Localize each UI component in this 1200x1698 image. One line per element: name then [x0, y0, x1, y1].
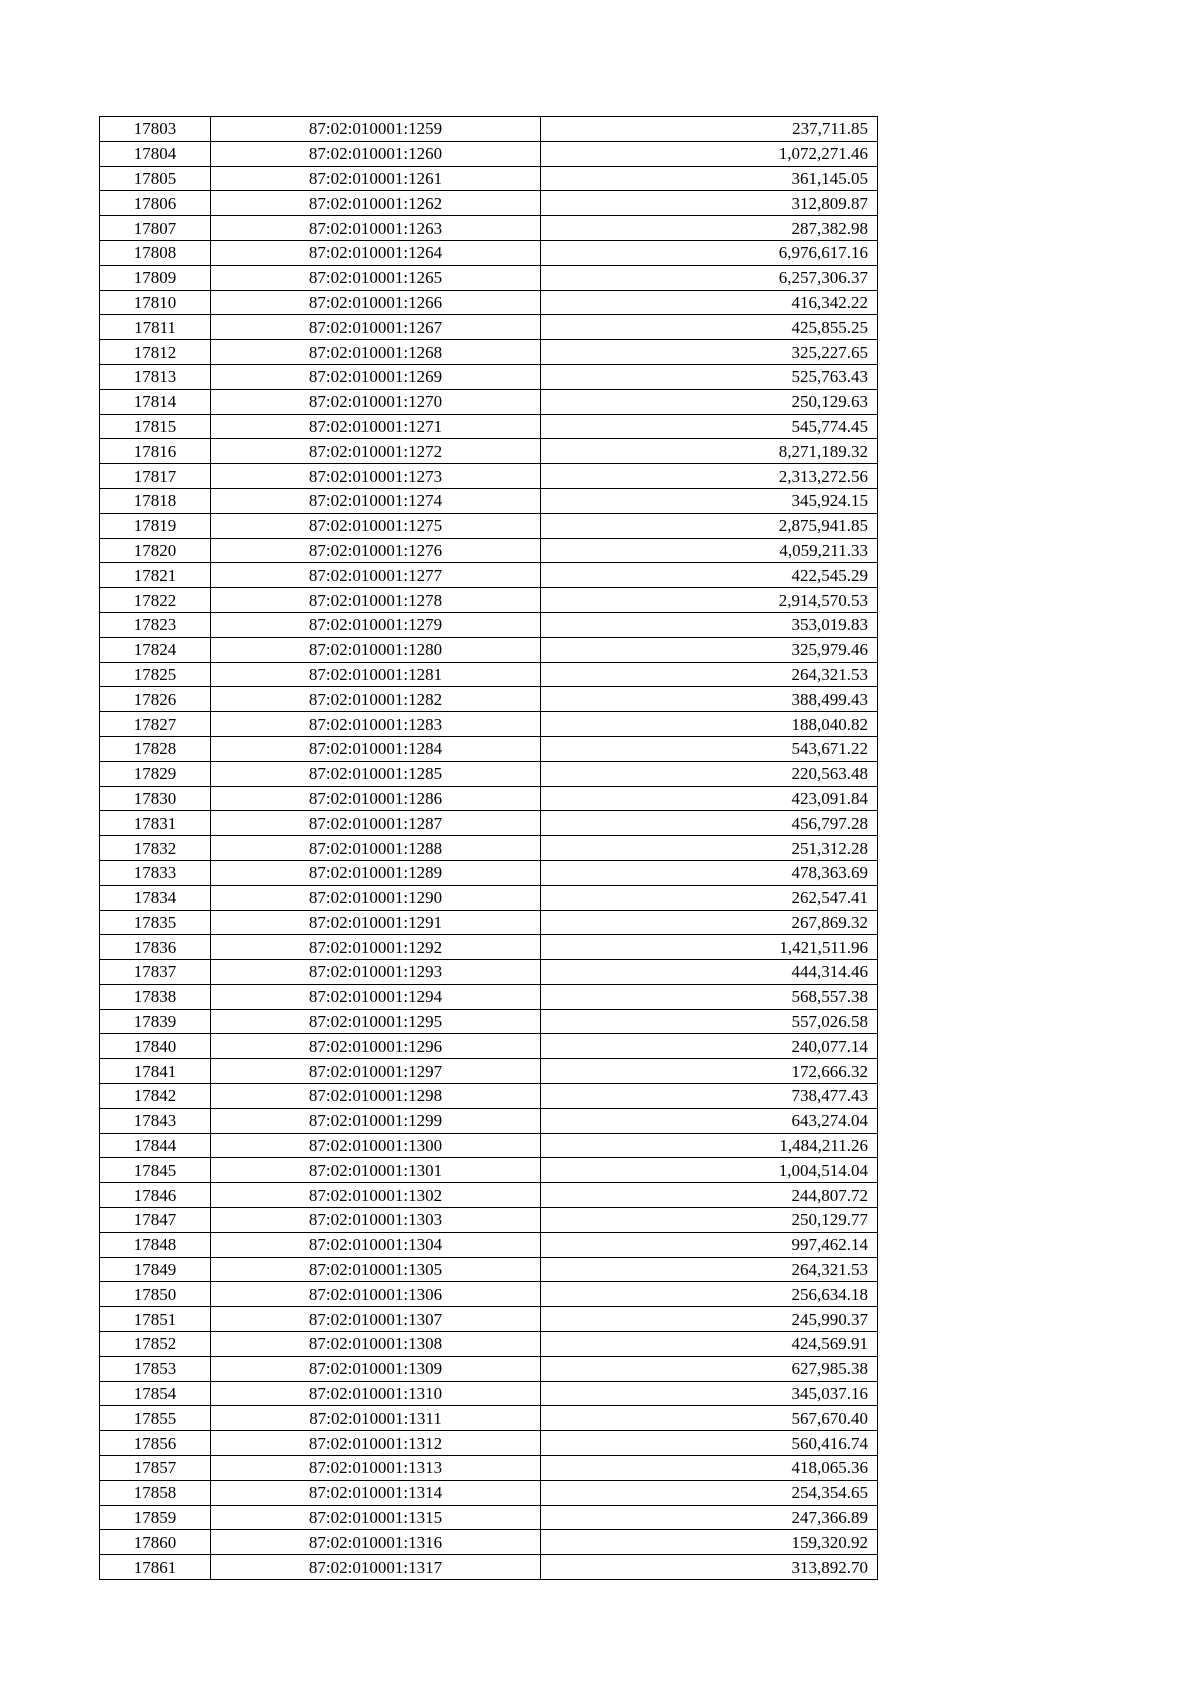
value-cell: 245,990.37 — [541, 1307, 878, 1332]
value-cell: 250,129.63 — [541, 389, 878, 414]
cadastral-number-cell: 87:02:010001:1259 — [211, 117, 541, 142]
cadastral-number-cell: 87:02:010001:1283 — [211, 712, 541, 737]
table-row — [100, 1431, 878, 1456]
row-number-cell: 17819 — [100, 513, 211, 538]
value-cell: 560,416.74 — [541, 1431, 878, 1456]
table-row — [100, 1257, 878, 1282]
value-cell: 325,979.46 — [541, 637, 878, 662]
value-cell: 456,797.28 — [541, 811, 878, 836]
table-row — [100, 191, 878, 216]
row-number-cell: 17859 — [100, 1505, 211, 1530]
cadastral-number-cell: 87:02:010001:1275 — [211, 513, 541, 538]
table-row — [100, 1505, 878, 1530]
row-number-cell: 17855 — [100, 1406, 211, 1431]
row-number-cell: 17848 — [100, 1232, 211, 1257]
cadastral-number-cell: 87:02:010001:1281 — [211, 662, 541, 687]
table-row — [100, 637, 878, 662]
value-cell: 6,976,617.16 — [541, 240, 878, 265]
table-row — [100, 439, 878, 464]
cadastral-number-cell: 87:02:010001:1285 — [211, 761, 541, 786]
value-cell: 237,711.85 — [541, 117, 878, 142]
value-cell: 2,313,272.56 — [541, 464, 878, 489]
table-row — [100, 1133, 878, 1158]
row-number-cell: 17816 — [100, 439, 211, 464]
row-number-cell: 17813 — [100, 364, 211, 389]
cadastral-number-cell: 87:02:010001:1296 — [211, 1034, 541, 1059]
table-row — [100, 265, 878, 290]
row-number-cell: 17857 — [100, 1456, 211, 1481]
row-number-cell: 17843 — [100, 1108, 211, 1133]
row-number-cell: 17817 — [100, 464, 211, 489]
value-cell: 264,321.53 — [541, 1257, 878, 1282]
cadastral-number-cell: 87:02:010001:1273 — [211, 464, 541, 489]
table-row — [100, 1406, 878, 1431]
row-number-cell: 17814 — [100, 389, 211, 414]
value-cell: 388,499.43 — [541, 687, 878, 712]
table-row — [100, 712, 878, 737]
cadastral-number-cell: 87:02:010001:1288 — [211, 836, 541, 861]
table-row — [100, 1356, 878, 1381]
row-number-cell: 17838 — [100, 984, 211, 1009]
cadastral-number-cell: 87:02:010001:1295 — [211, 1009, 541, 1034]
table-row — [100, 538, 878, 563]
value-cell: 425,855.25 — [541, 315, 878, 340]
value-cell: 247,366.89 — [541, 1505, 878, 1530]
table-row — [100, 612, 878, 637]
row-number-cell: 17825 — [100, 662, 211, 687]
row-number-cell: 17810 — [100, 290, 211, 315]
value-cell: 1,484,211.26 — [541, 1133, 878, 1158]
row-number-cell: 17837 — [100, 960, 211, 985]
table-row — [100, 960, 878, 985]
table-row — [100, 1232, 878, 1257]
value-cell: 478,363.69 — [541, 860, 878, 885]
cadastral-number-cell: 87:02:010001:1306 — [211, 1282, 541, 1307]
cadastral-number-cell: 87:02:010001:1311 — [211, 1406, 541, 1431]
row-number-cell: 17805 — [100, 166, 211, 191]
table-row — [100, 290, 878, 315]
row-number-cell: 17831 — [100, 811, 211, 836]
row-number-cell: 17845 — [100, 1158, 211, 1183]
cadastral-number-cell: 87:02:010001:1315 — [211, 1505, 541, 1530]
value-cell: 264,321.53 — [541, 662, 878, 687]
row-number-cell: 17836 — [100, 935, 211, 960]
row-number-cell: 17849 — [100, 1257, 211, 1282]
value-cell: 262,547.41 — [541, 885, 878, 910]
table-row — [100, 1456, 878, 1481]
table-row — [100, 513, 878, 538]
cadastral-number-cell: 87:02:010001:1279 — [211, 612, 541, 637]
cadastral-number-cell: 87:02:010001:1262 — [211, 191, 541, 216]
value-cell: 997,462.14 — [541, 1232, 878, 1257]
value-cell: 325,227.65 — [541, 340, 878, 365]
row-number-cell: 17841 — [100, 1059, 211, 1084]
row-number-cell: 17847 — [100, 1208, 211, 1233]
value-cell: 244,807.72 — [541, 1183, 878, 1208]
cadastral-number-cell: 87:02:010001:1298 — [211, 1084, 541, 1109]
value-cell: 172,666.32 — [541, 1059, 878, 1084]
row-number-cell: 17846 — [100, 1183, 211, 1208]
row-number-cell: 17839 — [100, 1009, 211, 1034]
table-row — [100, 1530, 878, 1555]
cadastral-number-cell: 87:02:010001:1313 — [211, 1456, 541, 1481]
row-number-cell: 17827 — [100, 712, 211, 737]
table-row — [100, 1084, 878, 1109]
row-number-cell: 17830 — [100, 786, 211, 811]
cadastral-value-table — [99, 116, 878, 1580]
row-number-cell: 17826 — [100, 687, 211, 712]
value-cell: 422,545.29 — [541, 563, 878, 588]
cadastral-number-cell: 87:02:010001:1291 — [211, 910, 541, 935]
value-cell: 444,314.46 — [541, 960, 878, 985]
row-number-cell: 17832 — [100, 836, 211, 861]
row-number-cell: 17861 — [100, 1555, 211, 1580]
cadastral-number-cell: 87:02:010001:1277 — [211, 563, 541, 588]
value-cell: 1,421,511.96 — [541, 935, 878, 960]
value-cell: 267,869.32 — [541, 910, 878, 935]
row-number-cell: 17840 — [100, 1034, 211, 1059]
cadastral-number-cell: 87:02:010001:1308 — [211, 1332, 541, 1357]
row-number-cell: 17821 — [100, 563, 211, 588]
value-cell: 188,040.82 — [541, 712, 878, 737]
value-cell: 345,037.16 — [541, 1381, 878, 1406]
value-cell: 545,774.45 — [541, 414, 878, 439]
table-row — [100, 364, 878, 389]
value-cell: 416,342.22 — [541, 290, 878, 315]
cadastral-number-cell: 87:02:010001:1317 — [211, 1555, 541, 1580]
row-number-cell: 17854 — [100, 1381, 211, 1406]
value-cell: 525,763.43 — [541, 364, 878, 389]
cadastral-number-cell: 87:02:010001:1264 — [211, 240, 541, 265]
row-number-cell: 17829 — [100, 761, 211, 786]
row-number-cell: 17807 — [100, 216, 211, 241]
row-number-cell: 17833 — [100, 860, 211, 885]
cadastral-number-cell: 87:02:010001:1307 — [211, 1307, 541, 1332]
table-row — [100, 1183, 878, 1208]
row-number-cell: 17822 — [100, 588, 211, 613]
cadastral-number-cell: 87:02:010001:1297 — [211, 1059, 541, 1084]
cadastral-number-cell: 87:02:010001:1286 — [211, 786, 541, 811]
value-cell: 250,129.77 — [541, 1208, 878, 1233]
table-row — [100, 464, 878, 489]
row-number-cell: 17858 — [100, 1480, 211, 1505]
table-row — [100, 488, 878, 513]
cadastral-number-cell: 87:02:010001:1294 — [211, 984, 541, 1009]
row-number-cell: 17808 — [100, 240, 211, 265]
cadastral-number-cell: 87:02:010001:1292 — [211, 935, 541, 960]
table-row — [100, 588, 878, 613]
value-cell: 6,257,306.37 — [541, 265, 878, 290]
table-row — [100, 786, 878, 811]
table-row — [100, 885, 878, 910]
value-cell: 240,077.14 — [541, 1034, 878, 1059]
row-number-cell: 17853 — [100, 1356, 211, 1381]
row-number-cell: 17856 — [100, 1431, 211, 1456]
value-cell: 353,019.83 — [541, 612, 878, 637]
cadastral-number-cell: 87:02:010001:1289 — [211, 860, 541, 885]
row-number-cell: 17860 — [100, 1530, 211, 1555]
row-number-cell: 17850 — [100, 1282, 211, 1307]
cadastral-number-cell: 87:02:010001:1314 — [211, 1480, 541, 1505]
table-row — [100, 662, 878, 687]
value-cell: 2,914,570.53 — [541, 588, 878, 613]
row-number-cell: 17824 — [100, 637, 211, 662]
cadastral-number-cell: 87:02:010001:1269 — [211, 364, 541, 389]
cadastral-number-cell: 87:02:010001:1303 — [211, 1208, 541, 1233]
table-row — [100, 687, 878, 712]
value-cell: 159,320.92 — [541, 1530, 878, 1555]
value-cell: 8,271,189.32 — [541, 439, 878, 464]
table-row — [100, 1034, 878, 1059]
value-cell: 643,274.04 — [541, 1108, 878, 1133]
cadastral-number-cell: 87:02:010001:1265 — [211, 265, 541, 290]
cadastral-number-cell: 87:02:010001:1274 — [211, 488, 541, 513]
cadastral-number-cell: 87:02:010001:1287 — [211, 811, 541, 836]
table-row — [100, 340, 878, 365]
table-row — [100, 240, 878, 265]
cadastral-number-cell: 87:02:010001:1271 — [211, 414, 541, 439]
table-row — [100, 1307, 878, 1332]
cadastral-number-cell: 87:02:010001:1276 — [211, 538, 541, 563]
row-number-cell: 17842 — [100, 1084, 211, 1109]
value-cell: 567,670.40 — [541, 1406, 878, 1431]
table-row — [100, 1381, 878, 1406]
cadastral-number-cell: 87:02:010001:1301 — [211, 1158, 541, 1183]
table-row — [100, 1208, 878, 1233]
cadastral-number-cell: 87:02:010001:1267 — [211, 315, 541, 340]
row-number-cell: 17815 — [100, 414, 211, 439]
table-row — [100, 389, 878, 414]
cadastral-number-cell: 87:02:010001:1310 — [211, 1381, 541, 1406]
value-cell: 568,557.38 — [541, 984, 878, 1009]
row-number-cell: 17834 — [100, 885, 211, 910]
value-cell: 738,477.43 — [541, 1084, 878, 1109]
row-number-cell: 17818 — [100, 488, 211, 513]
table-row — [100, 166, 878, 191]
table-row — [100, 141, 878, 166]
table-row — [100, 414, 878, 439]
row-number-cell: 17803 — [100, 117, 211, 142]
table-body — [100, 117, 878, 1580]
row-number-cell: 17844 — [100, 1133, 211, 1158]
cadastral-number-cell: 87:02:010001:1260 — [211, 141, 541, 166]
value-cell: 254,354.65 — [541, 1480, 878, 1505]
value-cell: 313,892.70 — [541, 1555, 878, 1580]
cadastral-number-cell: 87:02:010001:1302 — [211, 1183, 541, 1208]
table-row — [100, 1158, 878, 1183]
row-number-cell: 17823 — [100, 612, 211, 637]
cadastral-number-cell: 87:02:010001:1300 — [211, 1133, 541, 1158]
cadastral-number-cell: 87:02:010001:1284 — [211, 736, 541, 761]
table-row — [100, 1108, 878, 1133]
cadastral-number-cell: 87:02:010001:1293 — [211, 960, 541, 985]
value-cell: 2,875,941.85 — [541, 513, 878, 538]
cadastral-number-cell: 87:02:010001:1299 — [211, 1108, 541, 1133]
cadastral-number-cell: 87:02:010001:1278 — [211, 588, 541, 613]
cadastral-number-cell: 87:02:010001:1304 — [211, 1232, 541, 1257]
row-number-cell: 17820 — [100, 538, 211, 563]
table-row — [100, 984, 878, 1009]
table-row — [100, 1480, 878, 1505]
row-number-cell: 17812 — [100, 340, 211, 365]
cadastral-number-cell: 87:02:010001:1268 — [211, 340, 541, 365]
row-number-cell: 17828 — [100, 736, 211, 761]
value-cell: 361,145.05 — [541, 166, 878, 191]
cadastral-number-cell: 87:02:010001:1266 — [211, 290, 541, 315]
value-cell: 287,382.98 — [541, 216, 878, 241]
value-cell: 418,065.36 — [541, 1456, 878, 1481]
row-number-cell: 17809 — [100, 265, 211, 290]
table-row — [100, 811, 878, 836]
table-row — [100, 1332, 878, 1357]
value-cell: 312,809.87 — [541, 191, 878, 216]
table-row — [100, 836, 878, 861]
value-cell: 424,569.91 — [541, 1332, 878, 1357]
value-cell: 557,026.58 — [541, 1009, 878, 1034]
cadastral-number-cell: 87:02:010001:1309 — [211, 1356, 541, 1381]
table-row — [100, 1059, 878, 1084]
value-cell: 1,072,271.46 — [541, 141, 878, 166]
table-row — [100, 736, 878, 761]
value-cell: 345,924.15 — [541, 488, 878, 513]
cadastral-number-cell: 87:02:010001:1312 — [211, 1431, 541, 1456]
row-number-cell: 17852 — [100, 1332, 211, 1357]
table-row — [100, 1282, 878, 1307]
table-row — [100, 563, 878, 588]
cadastral-number-cell: 87:02:010001:1272 — [211, 439, 541, 464]
value-cell: 1,004,514.04 — [541, 1158, 878, 1183]
cadastral-number-cell: 87:02:010001:1282 — [211, 687, 541, 712]
table-row — [100, 216, 878, 241]
value-cell: 4,059,211.33 — [541, 538, 878, 563]
value-cell: 423,091.84 — [541, 786, 878, 811]
row-number-cell: 17835 — [100, 910, 211, 935]
value-cell: 220,563.48 — [541, 761, 878, 786]
value-cell: 543,671.22 — [541, 736, 878, 761]
cadastral-number-cell: 87:02:010001:1261 — [211, 166, 541, 191]
table-row — [100, 761, 878, 786]
table-row — [100, 935, 878, 960]
row-number-cell: 17806 — [100, 191, 211, 216]
row-number-cell: 17851 — [100, 1307, 211, 1332]
value-cell: 251,312.28 — [541, 836, 878, 861]
table-row — [100, 860, 878, 885]
cadastral-number-cell: 87:02:010001:1270 — [211, 389, 541, 414]
cadastral-number-cell: 87:02:010001:1263 — [211, 216, 541, 241]
cadastral-number-cell: 87:02:010001:1290 — [211, 885, 541, 910]
cadastral-number-cell: 87:02:010001:1280 — [211, 637, 541, 662]
row-number-cell: 17811 — [100, 315, 211, 340]
table-row — [100, 315, 878, 340]
row-number-cell: 17804 — [100, 141, 211, 166]
table-row — [100, 1009, 878, 1034]
cadastral-number-cell: 87:02:010001:1305 — [211, 1257, 541, 1282]
value-cell: 256,634.18 — [541, 1282, 878, 1307]
table-row — [100, 910, 878, 935]
table-row — [100, 117, 878, 142]
table-row — [100, 1555, 878, 1580]
value-cell: 627,985.38 — [541, 1356, 878, 1381]
cadastral-number-cell: 87:02:010001:1316 — [211, 1530, 541, 1555]
